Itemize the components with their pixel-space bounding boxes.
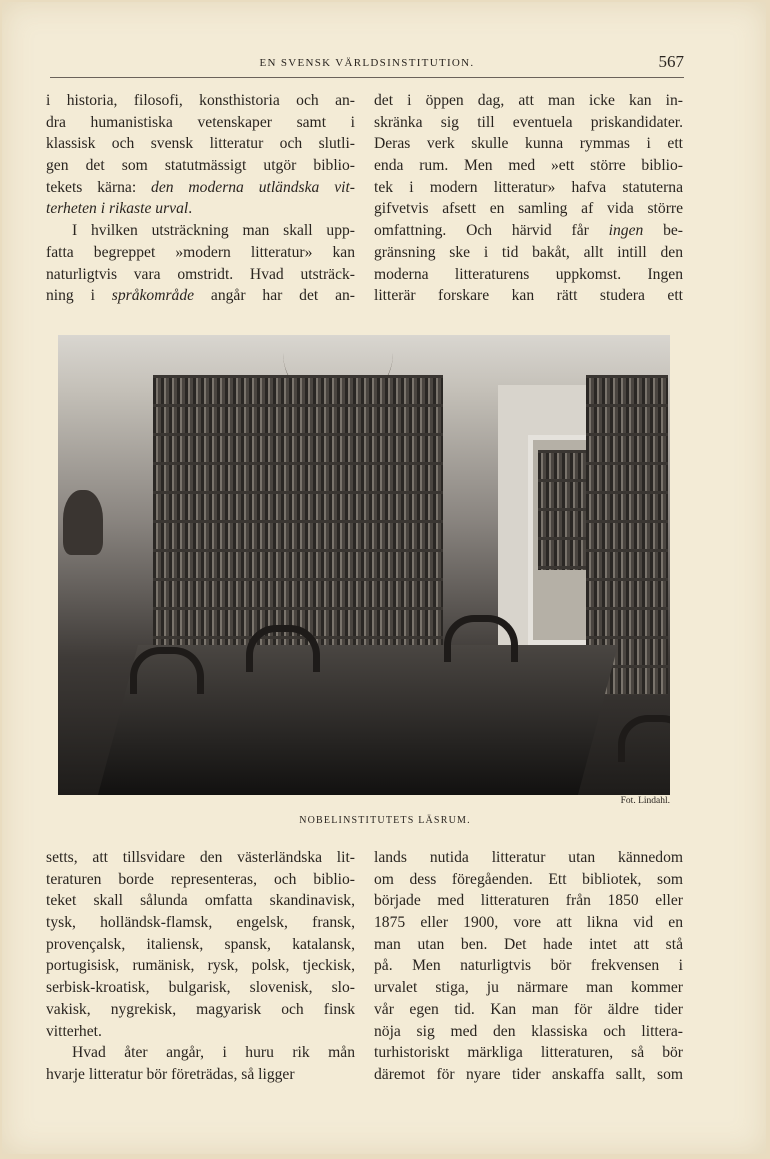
text-segment: vitterhet. xyxy=(46,1022,102,1040)
text-line xyxy=(46,155,355,177)
text-line xyxy=(374,934,683,956)
text-segment: omfattning. Och härvid får xyxy=(374,222,609,240)
text-segment: litterär forskare kan rätt studera ett xyxy=(374,287,683,305)
bookshelf-left xyxy=(153,375,443,645)
text-line xyxy=(46,177,355,199)
text-line xyxy=(374,220,683,242)
text-line xyxy=(46,112,355,134)
text-line xyxy=(46,977,355,999)
bust xyxy=(63,490,103,555)
text-line xyxy=(374,847,683,869)
text-line xyxy=(46,955,355,977)
text-line xyxy=(46,890,355,912)
text-segment: Deras verk skulle kunna rymmas i ett xyxy=(374,135,683,153)
column-top-left xyxy=(46,90,355,307)
text-segment: klassisk och svensk litteratur och slutli- xyxy=(46,135,355,153)
text-segment: fatta begreppet »modern litteratur» kan xyxy=(46,243,355,261)
text-line xyxy=(374,977,683,999)
text-line xyxy=(46,285,355,307)
text-segment: det i öppen dag, att man icke kan in- xyxy=(374,92,683,109)
text-line xyxy=(46,198,355,220)
text-segment: portugisisk, rumänisk, rysk, polsk, tjeckisk, xyxy=(46,957,355,975)
text-segment: tekets kärna: xyxy=(46,178,152,196)
text-line xyxy=(374,264,683,286)
text-line xyxy=(374,1064,683,1086)
text-segment: setts, att tillsvidare den västerländska lit- xyxy=(46,849,355,866)
text-line xyxy=(46,264,355,286)
text-segment: nöja sig med den klassiska och littera- xyxy=(374,1022,683,1040)
text-segment: i historia, filosofi, konsthistoria och an- xyxy=(46,92,355,109)
italic-text: terheten i rikaste urval xyxy=(46,200,189,218)
page-number: 567 xyxy=(658,52,684,71)
text-segment: 1875 eller 1900, vore att likna vid en xyxy=(374,914,683,932)
text-line xyxy=(46,242,355,264)
text-segment: ning i xyxy=(46,287,112,305)
running-title: EN SVENSK VÄRLDSINSTITUTION. xyxy=(259,57,475,69)
text-segment: urvalet stiga, ju närmare man kommer xyxy=(374,979,683,997)
text-segment: turhistoriskt märkliga litteraturen, så bör xyxy=(374,1044,683,1062)
text-line xyxy=(46,934,355,956)
text-segment: tysk, holländsk-flamsk, engelsk, fransk, xyxy=(46,914,355,932)
text-line xyxy=(46,1021,355,1043)
text-segment: man utan ben. Det hade intet att stå xyxy=(374,935,683,953)
text-line xyxy=(374,177,683,199)
text-segment: moderna litteraturens uppkomst. Ingen xyxy=(374,265,683,283)
chair xyxy=(246,625,320,672)
text-line xyxy=(374,133,683,155)
text-segment: vakisk, nygrekisk, magyarisk och finsk xyxy=(46,1000,355,1018)
text-segment: började med litteraturen från 1850 eller xyxy=(374,892,683,910)
text-segment: vår egen tid. Kan man för äldre tider xyxy=(374,1000,683,1018)
photo-credit: Fot. Lindahl. xyxy=(620,796,670,806)
column-bottom-right xyxy=(374,847,683,1086)
italic-text: ingen xyxy=(608,222,644,240)
text-line xyxy=(374,155,683,177)
text-segment: hvarje litteratur bör företrädas, så ligger xyxy=(46,1065,295,1083)
text-segment: provençalsk, italiensk, spansk, katalansk, xyxy=(46,935,355,953)
text-line xyxy=(374,955,683,977)
text-line xyxy=(374,890,683,912)
italic-text: den moderna utländska vit- xyxy=(151,178,355,196)
text-line xyxy=(374,869,683,891)
text-segment: dra humanistiska vetenskaper samt i xyxy=(46,113,355,131)
text-line xyxy=(374,912,683,934)
running-head xyxy=(50,52,684,78)
text-line xyxy=(374,198,683,220)
text-segment: teraturen borde representeras, och biblio- xyxy=(46,870,355,888)
chair xyxy=(130,647,204,694)
text-segment: teket skall sålunda omfatta skandinavisk, xyxy=(46,892,355,910)
text-line xyxy=(374,112,683,134)
text-line xyxy=(46,90,355,112)
reading-room-photo xyxy=(58,335,670,795)
chair xyxy=(618,715,670,762)
text-segment: på. Men naturligtvis bör frekvensen i xyxy=(374,957,683,975)
text-line xyxy=(46,133,355,155)
text-segment: skränka sig till eventuela priskandidater. xyxy=(374,113,683,131)
text-segment: angår har det an- xyxy=(194,287,355,305)
column-top-right xyxy=(374,90,683,307)
text-line xyxy=(46,999,355,1021)
text-segment: naturligtvis vara omstridt. Hvad utsträck- xyxy=(46,265,355,283)
text-line xyxy=(46,220,355,242)
text-line xyxy=(374,285,683,307)
text-segment: däremot för nyare tider anskaffa sallt, som xyxy=(374,1065,683,1083)
text-segment: enda rum. Men med »ett större biblio- xyxy=(374,157,683,175)
text-segment: gifvetvis afsett en samling af vida större xyxy=(374,200,683,218)
text-segment: tek i modern litteratur» hafva statuterna xyxy=(374,178,683,196)
text-line xyxy=(46,847,355,869)
text-segment: serbisk-kroatisk, bulgarisk, slovenisk, slo- xyxy=(46,979,355,997)
text-line xyxy=(46,1064,355,1086)
text-segment: om dess föregåenden. Ett bibliotek, som xyxy=(374,870,683,888)
text-line xyxy=(374,1042,683,1064)
text-line xyxy=(374,90,683,112)
text-line xyxy=(46,869,355,891)
text-segment: . xyxy=(188,200,193,218)
column-bottom-left xyxy=(46,847,355,1086)
text-segment: be- xyxy=(643,222,684,240)
text-segment: gen det som statutmässigt utgör biblio- xyxy=(46,157,355,175)
text-line xyxy=(46,1042,355,1064)
figure-caption: NOBELINSTITUTETS LÄSRUM. xyxy=(299,815,471,826)
chair xyxy=(444,615,518,662)
text-segment: gränsning ske i tid bakåt, allt intill den xyxy=(374,243,683,261)
text-segment: Hvad åter angår, i huru rik mån xyxy=(72,1044,355,1062)
italic-text: språkområde xyxy=(111,287,195,305)
text-line xyxy=(374,999,683,1021)
text-segment: lands nutida litteratur utan kännedom xyxy=(374,849,683,866)
text-line xyxy=(374,242,683,264)
text-segment: I hvilken utsträckning man skall upp- xyxy=(72,222,355,240)
text-line xyxy=(374,1021,683,1043)
text-line xyxy=(46,912,355,934)
